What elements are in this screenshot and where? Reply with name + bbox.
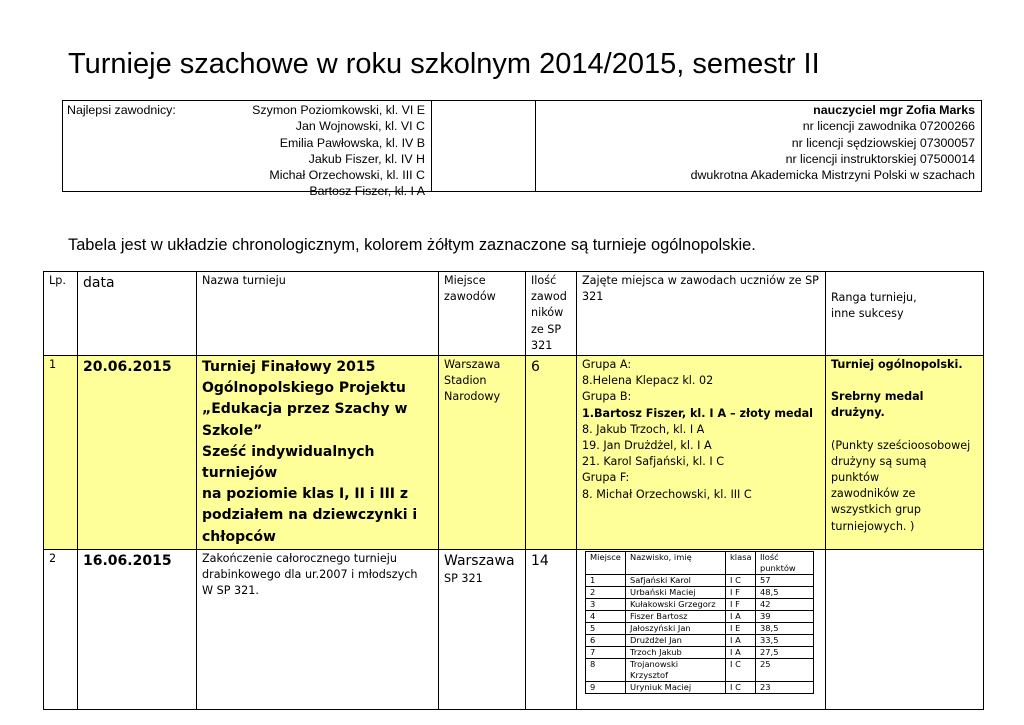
row-count: 6 (526, 356, 577, 550)
info-box (62, 100, 982, 199)
row-tournament-name: Zakończenie całorocznego turnieju drabinkowego dla ur.2007 i młodszych W SP 321. (197, 549, 439, 709)
table-row: 3 Kułakowski Grzegorz I F 42 (586, 598, 814, 610)
player-name: Emilia Pawłowska, kl. IV B (279, 135, 425, 150)
table-header-row (44, 272, 984, 356)
player-name: Szymon Poziomkowski, kl. VI E (252, 103, 425, 117)
player-name: Michał Orzechowski, kl. III C (269, 168, 425, 183)
table-row: 4 Fiszer Bartosz I A 39 (586, 610, 814, 622)
table-row: 5 Jałoszyński Jan I E 38,5 (586, 622, 814, 634)
page-title: Turnieje szachowe w roku szkolnym 2014/2015, semestr II (68, 48, 820, 80)
row-location: Warszawa SP 321 (439, 549, 526, 709)
empty-column (432, 101, 536, 191)
row-date: 16.06.2015 (78, 549, 197, 709)
license-line: dwukrotna Akademicka Mistrzyni Polski w szachach (690, 168, 975, 183)
row-rank: Turniej ogólnopolski. Srebrny medal drużyny. (Punkty sześcioosobowej drużyny są sumą punktów zawodników ze wszystkich grup turniejowych. ) (826, 356, 984, 550)
table-row: 6 Drużdżel Jan I A 33,5 (586, 634, 814, 646)
header-ranga: Ranga turnieju, inne sukcesy (826, 272, 984, 356)
tournaments-table (43, 271, 984, 710)
license-line: nr licencji zawodnika 07200266 (802, 119, 975, 134)
table-row: 8 Trojanowski Krzysztof I C 25 (586, 658, 814, 681)
header-nazwa: Nazwa turnieju (197, 272, 439, 356)
player-name: Jan Wojnowski, kl. VI C (295, 119, 425, 134)
row-date: 20.06.2015 (78, 356, 197, 550)
table-row (44, 549, 984, 709)
table-row: 2 Urbański Maciej I F 48,5 (586, 586, 814, 598)
results-table (585, 551, 814, 694)
header-data: data (78, 272, 197, 356)
teacher-name: nauczyciel mgr Zofia Marks (813, 103, 975, 117)
table-row: 1 Safjański Karol I C 57 (586, 574, 814, 586)
table-row: 7 Trzoch Jakub I A 27,5 (586, 646, 814, 658)
license-line: nr licencji sędziowskiej 07300057 (791, 135, 975, 150)
row-tournament-name: Turniej Finałowy 2015 Ogólnopolskiego Projektu „Edukacja przez Szachy w Szkole” Sześć indywidualnych turniejów na poziomie klas I, II i III z podziałem na dziewczynki i chłopców (197, 356, 439, 550)
row-results (577, 549, 826, 709)
players-label: Najlepsi zawodnicy: (67, 103, 176, 117)
row-placements: Grupa A: 8.Helena Klepacz kl. 02 Grupa B: 1.Bartosz Fiszer, kl. I A – złoty medal 8. Jakub Trzoch, kl. I A 19. Jan Drużdżel, kl. I A 21. Karol Safjański, kl. I C Grupa F: 8. Michał Orzechowski, kl. III C (577, 356, 826, 550)
header-miejsce: Miejsce zawodów (439, 272, 526, 356)
table-description: Tabela jest w układzie chronologicznym, kolorem żółtym zaznaczone są turnieje ogólnopolskie. (68, 236, 756, 254)
row-count: 14 (526, 549, 577, 709)
results-header-row: Miejsce Nazwisko, imię klasa Ilość punktów (586, 551, 814, 574)
license-line: nr licencji instruktorskiej 07500014 (785, 151, 975, 166)
row-lp: 1 (44, 356, 78, 550)
table-row: 9 Uryniuk Maciej I C 23 (586, 681, 814, 693)
header-ilosc: Ilość zawod ników ze SP 321 (526, 272, 577, 356)
row-location: Warszawa Stadion Narodowy (439, 356, 526, 550)
table-row (44, 356, 984, 550)
players-column (63, 101, 432, 199)
header-lp: Lp. (44, 272, 78, 356)
teacher-info (691, 102, 975, 183)
players-list (252, 102, 425, 200)
row-rank (826, 549, 984, 709)
row-lp: 2 (44, 549, 78, 709)
player-name: Bartosz Fiszer, kl. I A (309, 184, 425, 199)
header-zajete: Zajęte miejsca w zawodach uczniów ze SP 321 (577, 272, 826, 356)
player-name: Jakub Fiszer, kl. IV H (308, 151, 425, 166)
